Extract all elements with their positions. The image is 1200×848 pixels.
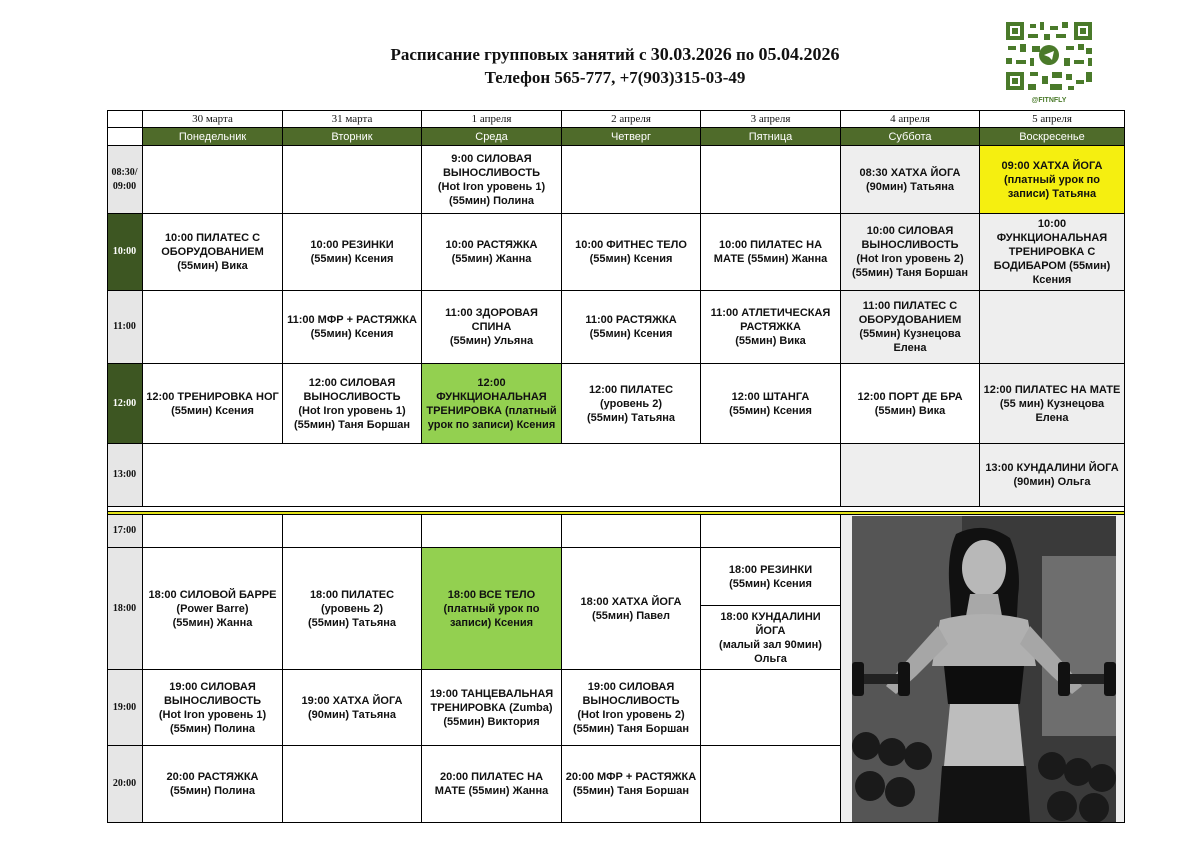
weekday-header-wed: Среда <box>422 128 562 146</box>
class-cell-wed-0900: 9:00 СИЛОВАЯ ВЫНОСЛИВОСТЬ (Hot Iron уровень 1) (55мин) Полина <box>422 146 562 214</box>
class-cell-mon-1000: 10:00 ПИЛАТЕС С ОБОРУДОВАНИЕМ (55мин) Вика <box>143 214 283 291</box>
title-prefix: Расписание групповых занятий с <box>390 45 651 64</box>
class-cell-fri-1800-b: 18:00 КУНДАЛИНИ ЙОГА (малый зал 90мин) Ольга <box>701 606 841 670</box>
class-cell-empty <box>562 515 701 548</box>
class-cell-wed-1900: 19:00 ТАНЦЕВАЛЬНАЯ ТРЕНИРОВКА (Zumba) (55мин) Виктория <box>422 670 562 746</box>
class-cell-thu-1800: 18:00 ХАТХА ЙОГА (55мин) Павел <box>562 548 701 670</box>
date-from: 30.03.2026 <box>650 44 732 64</box>
class-cell-sun-1300: 13:00 КУНДАЛИНИ ЙОГА (90мин) Ольга <box>980 444 1125 507</box>
class-cell-empty <box>283 515 422 548</box>
time-cell-1100: 11:00 <box>107 291 143 364</box>
class-cell-empty <box>283 146 422 214</box>
athlete-photo <box>852 516 1116 822</box>
date-header-mon: 30 марта <box>143 110 283 128</box>
class-cell-tue-1000: 10:00 РЕЗИНКИ (55мин) Ксения <box>283 214 422 291</box>
class-cell-tue-1200: 12:00 СИЛОВАЯ ВЫНОСЛИВОСТЬ (Hot Iron уровень 1) (55мин) Таня Боршан <box>283 364 422 444</box>
class-cell-empty <box>701 670 841 746</box>
class-cell-thu-1100: 11:00 РАСТЯЖКА (55мин) Ксения <box>562 291 701 364</box>
class-cell-fri-1800-a: 18:00 РЕЗИНКИ (55мин) Ксения <box>701 548 841 606</box>
date-header-sat: 4 апреля <box>841 110 980 128</box>
class-cell-mon-1800: 18:00 СИЛОВОЙ БАРРЕ (Power Barre) (55мин) Жанна <box>143 548 283 670</box>
weekday-header-mon: Понедельник <box>143 128 283 146</box>
weekday-header-tue: Вторник <box>283 128 422 146</box>
class-cell-tue-1100: 11:00 МФР + РАСТЯЖКА (55мин) Ксения <box>283 291 422 364</box>
qr-label: @FITNFLY <box>1031 97 1067 104</box>
date-header-thu: 2 апреля <box>562 110 701 128</box>
time-cell-1000: 10:00 <box>107 214 143 291</box>
class-cell-empty <box>701 746 841 823</box>
class-cell-thu-2000: 20:00 МФР + РАСТЯЖКА (55мин) Таня Боршан <box>562 746 701 823</box>
date-to: 05.04.2026 <box>758 44 840 64</box>
date-header-fri: 3 апреля <box>701 110 841 128</box>
time-cell-1900: 19:00 <box>107 670 143 746</box>
class-cell-sun-1200: 12:00 ПИЛАТЕС НА МАТЕ (55 мин) Кузнецова Елена <box>980 364 1125 444</box>
class-cell-empty <box>143 291 283 364</box>
class-cell-thu-1900: 19:00 СИЛОВАЯ ВЫНОСЛИВОСТЬ (Hot Iron уровень 2) (55мин) Таня Боршан <box>562 670 701 746</box>
class-cell-fri-1200: 12:00 ШТАНГА (55мин) Ксения <box>701 364 841 444</box>
class-cell-sat-1100: 11:00 ПИЛАТЕС С ОБОРУДОВАНИЕМ (55мин) Кузнецова Елена <box>841 291 980 364</box>
class-cell-tue-1900: 19:00 ХАТХА ЙОГА (90мин) Татьяна <box>283 670 422 746</box>
time-cell-1800: 18:00 <box>107 548 143 670</box>
class-cell-empty <box>980 291 1125 364</box>
weekday-header-fri: Пятница <box>701 128 841 146</box>
class-cell-sat-1000: 10:00 СИЛОВАЯ ВЫНОСЛИВОСТЬ (Hot Iron уровень 2) (55мин) Таня Боршан <box>841 214 980 291</box>
phone-line: Телефон 565-777, +7(903)315-03-49 <box>484 68 746 87</box>
date-header-wed: 1 апреля <box>422 110 562 128</box>
class-cell-sat-0830: 08:30 ХАТХА ЙОГА (90мин) Татьяна <box>841 146 980 214</box>
class-cell-sat-1200: 12:00 ПОРТ ДЕ БРА (55мин) Вика <box>841 364 980 444</box>
time-cell-1300: 13:00 <box>107 444 143 507</box>
time-cell-2000: 20:00 <box>107 746 143 823</box>
class-cell-wed-1200-paid: 12:00 ФУНКЦИОНАЛЬНАЯ ТРЕНИРОВКА (платный урок по записи) Ксения <box>422 364 562 444</box>
class-cell-empty <box>701 515 841 548</box>
class-cell-empty-span <box>143 444 841 507</box>
time-cell-1200: 12:00 <box>107 364 143 444</box>
class-cell-fri-1100: 11:00 АТЛЕТИЧЕСКАЯ РАСТЯЖКА (55мин) Вика <box>701 291 841 364</box>
class-cell-thu-1000: 10:00 ФИТНЕС ТЕЛО (55мин) Ксения <box>562 214 701 291</box>
corner-cell <box>107 110 143 128</box>
class-cell-tue-1800: 18:00 ПИЛАТЕС (уровень 2) (55мин) Татьяна <box>283 548 422 670</box>
class-cell-wed-1000: 10:00 РАСТЯЖКА (55мин) Жанна <box>422 214 562 291</box>
class-cell-mon-2000: 20:00 РАСТЯЖКА (55мин) Полина <box>143 746 283 823</box>
class-cell-sun-1000: 10:00 ФУНКЦИОНАЛЬНАЯ ТРЕНИРОВКА С БОДИБАРОМ (55мин) Ксения <box>980 214 1125 291</box>
qr-code-icon[interactable] <box>1004 20 1094 92</box>
class-cell-mon-1200: 12:00 ТРЕНИРОВКА НОГ (55мин) Ксения <box>143 364 283 444</box>
weekday-header-sat: Суббота <box>841 128 980 146</box>
time-cell-1700: 17:00 <box>107 515 143 548</box>
class-cell-mon-1900: 19:00 СИЛОВАЯ ВЫНОСЛИВОСТЬ (Hot Iron уровень 1) (55мин) Полина <box>143 670 283 746</box>
class-cell-wed-1100: 11:00 ЗДОРОВАЯ СПИНА (55мин) Ульяна <box>422 291 562 364</box>
class-cell-fri-1000: 10:00 ПИЛАТЕС НА МАТЕ (55мин) Жанна <box>701 214 841 291</box>
class-cell-empty <box>701 146 841 214</box>
class-cell-thu-1200: 12:00 ПИЛАТЕС (уровень 2) (55мин) Татьяна <box>562 364 701 444</box>
class-cell-empty <box>143 146 283 214</box>
class-cell-empty <box>562 146 701 214</box>
class-cell-empty <box>143 515 283 548</box>
date-header-tue: 31 марта <box>283 110 422 128</box>
time-cell-0830: 08:30/ 09:00 <box>107 146 143 214</box>
date-header-sun: 5 апреля <box>980 110 1125 128</box>
athlete-illustration <box>852 516 1116 822</box>
class-cell-empty <box>841 444 980 507</box>
class-cell-sun-0900-paid: 09:00 ХАТХА ЙОГА (платный урок по записи) Татьяна <box>980 146 1125 214</box>
weekday-header-sun: Воскресенье <box>980 128 1125 146</box>
weekday-header-thu: Четверг <box>562 128 701 146</box>
title-mid: по <box>731 45 759 64</box>
class-cell-empty <box>283 746 422 823</box>
class-cell-empty <box>422 515 562 548</box>
class-cell-wed-2000: 20:00 ПИЛАТЕС НА МАТЕ (55мин) Жанна <box>422 746 562 823</box>
corner-cell-2 <box>107 128 143 146</box>
class-cell-wed-1800-paid: 18:00 ВСЕ ТЕЛО (платный урок по записи) Ксения <box>422 548 562 670</box>
schedule-table <box>107 110 1125 823</box>
